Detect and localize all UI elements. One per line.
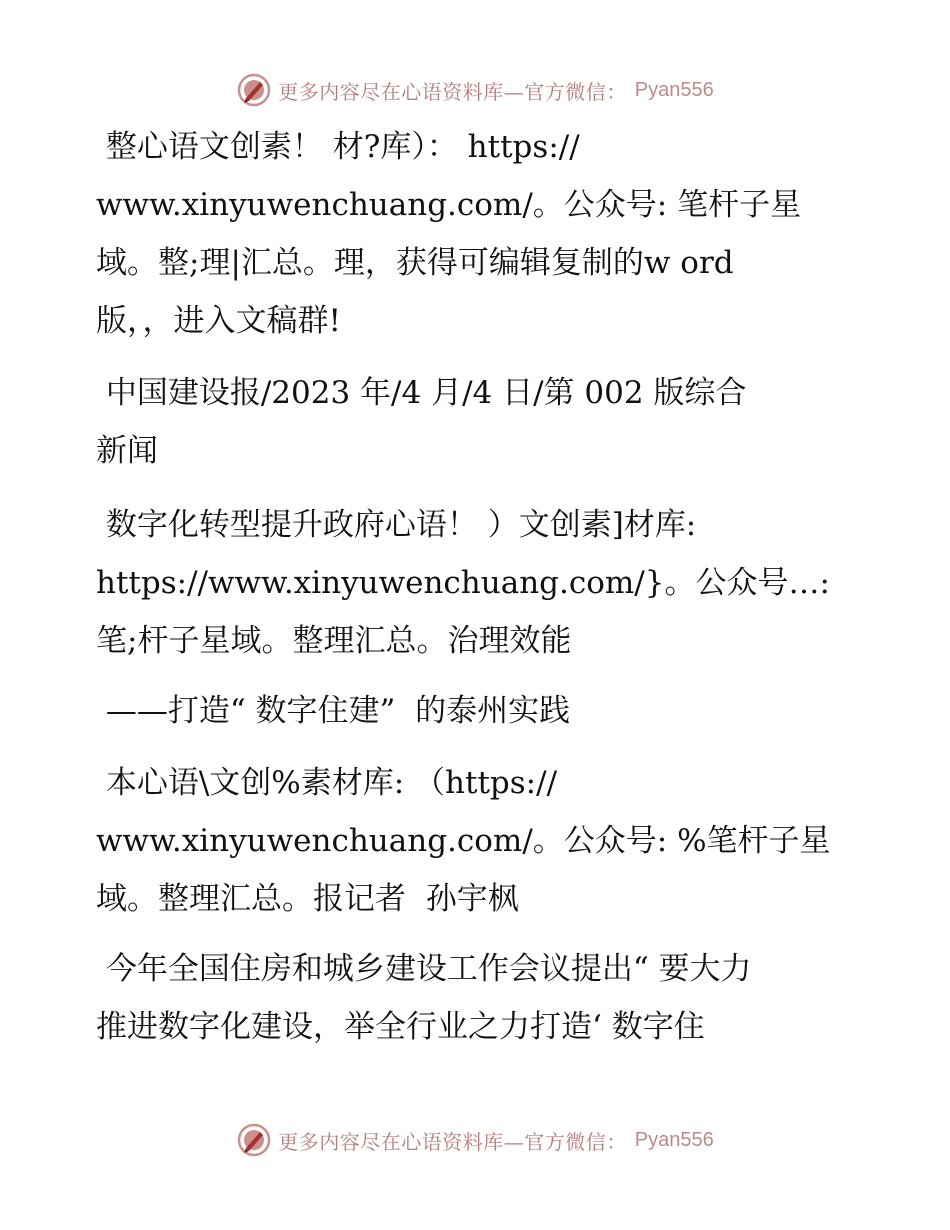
text-line: 域。整理汇总。报记者 孙宇枫 bbox=[96, 881, 519, 917]
paragraph-publication-info bbox=[96, 364, 856, 480]
text-line: ——打造“ 数字住建” 的泰州实践 bbox=[96, 693, 571, 729]
text-line: 新闻 bbox=[96, 433, 158, 469]
banner-text: 更多内容尽在心语资料库—官方微信： bbox=[278, 1129, 627, 1154]
banner-text: 更多内容尽在心语资料库—官方微信： bbox=[278, 79, 627, 104]
text-line: 本心语\文创%素材库: （https:// bbox=[96, 765, 558, 801]
text-line: www.xinyuwenchuang.com/。公众号: %笔杆子星 bbox=[96, 823, 831, 859]
paragraph-body-intro bbox=[96, 940, 856, 1056]
text-line: https://www.xinyuwenchuang.com/}。公众号…: bbox=[96, 565, 830, 601]
banner-wechat-id: Pyan556 bbox=[634, 1128, 714, 1151]
paragraph-reporter bbox=[96, 754, 856, 928]
text-line: www.xinyuwenchuang.com/。公众号: 笔杆子星 bbox=[96, 187, 802, 223]
text-line: 笔;杆子星域。整理汇总。治理效能 bbox=[96, 623, 572, 659]
paragraph-source-note-1 bbox=[96, 118, 856, 350]
text-line: 域。整;理|汇总。理，获得可编辑复制的w ord bbox=[96, 245, 734, 281]
banner-wechat-id: Pyan556 bbox=[634, 78, 714, 101]
document-body bbox=[96, 118, 856, 1056]
text-line: 推进数字化建设，举全行业之力打造‘ 数字住 bbox=[96, 1009, 705, 1045]
text-line: 中国建设报/2023 年/4 月/4 日/第 002 版综合 bbox=[96, 375, 747, 411]
text-line: 版，，进入文稿群! bbox=[96, 303, 341, 339]
pen-logo-icon bbox=[236, 72, 272, 108]
paragraph-article-title bbox=[96, 496, 856, 670]
footer-watermark-banner bbox=[0, 1120, 950, 1160]
header-watermark-banner bbox=[0, 70, 950, 110]
text-line: 数字化转型提升政府心语！ ）文创素]材库: bbox=[96, 507, 697, 543]
text-line: 今年全国住房和城乡建设工作会议提出“ 要大力 bbox=[96, 951, 752, 987]
paragraph-subtitle bbox=[96, 682, 856, 740]
pen-logo-icon bbox=[236, 1122, 272, 1158]
text-line: 整心语文创素！ 材?库）： https:// bbox=[96, 129, 580, 165]
